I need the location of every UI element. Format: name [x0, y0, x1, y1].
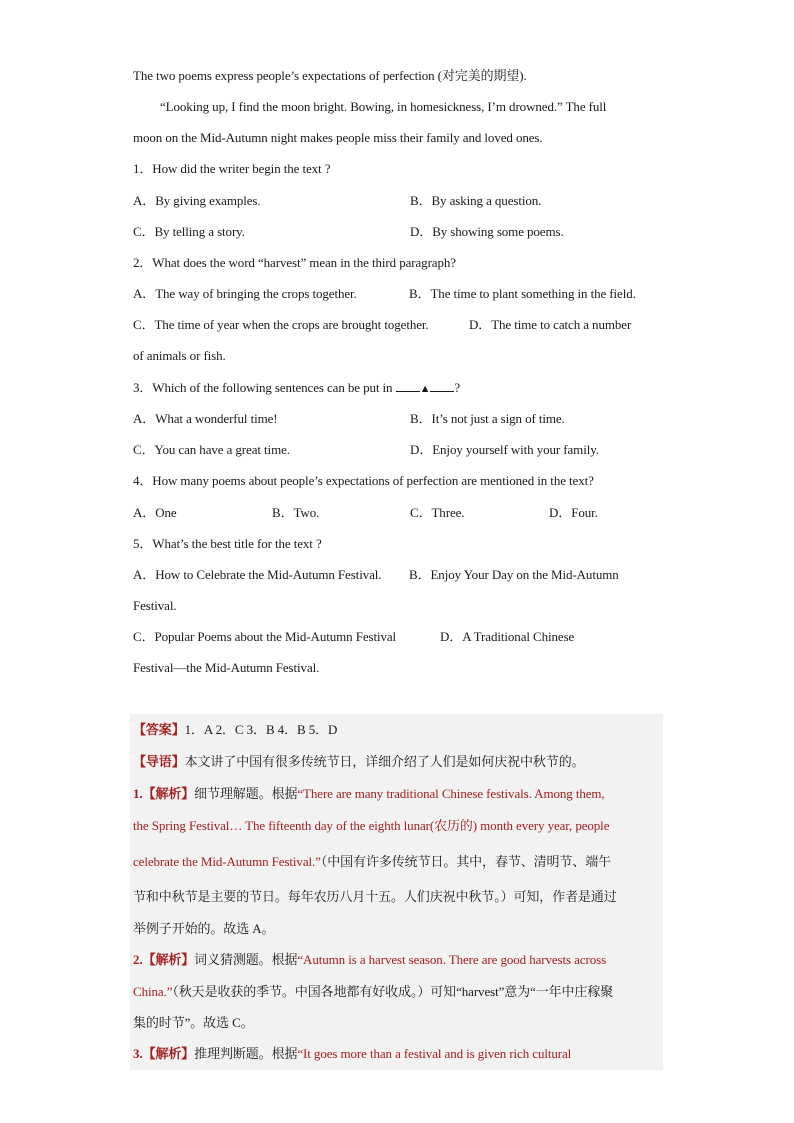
explanation-3-tag: 【解析】 [142, 1046, 195, 1061]
explanation-1-intro: 细节理解题。根据 [194, 786, 298, 801]
question-5-stem: 5．What’s the best title for the text ? [133, 536, 322, 551]
explanation-2-tag: 【解析】 [142, 952, 195, 967]
answer-line [133, 722, 337, 738]
question-3-stem [133, 380, 460, 397]
explanation-2-quote-end: China.” [133, 984, 173, 999]
question-1-option-a: A．By giving examples. [133, 193, 261, 208]
question-4-option-b: B．Two. [272, 505, 320, 520]
explanation-2-translation: （秋天是收获的季节。中国各地都有好收成。）可知“harvest”意为“一年中庄稼聚 [172, 984, 614, 999]
question-3-option-d: D．Enjoy yourself with your family. [410, 442, 599, 457]
question-2-stem: 2．What does the word “harvest” mean in the third paragraph? [133, 255, 456, 270]
question-4-stem: 4．How many poems about people’s expectations of perfection are mentioned in the text? [133, 473, 594, 488]
explanation-2-line-3: 集的时节”。故选 C。 [133, 1015, 254, 1030]
explanation-1-translation: （中国有许多传统节日。其中，春节、清明节、端午 [320, 854, 612, 869]
blank-line [430, 380, 454, 392]
explanation-2-line-1 [133, 952, 606, 968]
guide-text: 本文讲了中国有很多传统节日，详细介绍了人们是如何庆祝中秋节的。 [184, 754, 585, 769]
passage-line-2: “Looking up, I find the moon bright. Bowing, in homesickness, I’m drowned.” The full [160, 99, 607, 114]
explanation-1-line-4: 节和中秋节是主要的节日。每年农历八月十五。人们庆祝中秋节。）可知，作者是通过 [133, 889, 617, 904]
question-3-option-b: B．It’s not just a sign of time. [410, 411, 565, 426]
explanation-1-line-3 [133, 854, 611, 870]
question-1-option-b: B．By asking a question. [410, 193, 542, 208]
explanation-1-line-5: 举例子开始的。故选 A。 [133, 921, 275, 936]
guide-tag: 【导语】 [133, 754, 185, 769]
question-1-option-d: D．By showing some poems. [410, 224, 564, 239]
explanation-1-line-2: the Spring Festival… The fifteenth day of the eighth lunar(农历的) month every year, people [133, 818, 610, 833]
explanation-2-quote: “Autumn is a harvest season. There are good harvests across [297, 952, 607, 967]
blank-line [396, 380, 420, 392]
question-5-option-c: C．Popular Poems about the Mid-Autumn Festival [133, 629, 397, 644]
triangle-marker: ▲ [419, 383, 431, 395]
question-5-option-d: D．A Traditional Chinese [440, 629, 575, 644]
explanation-3-quote: “It goes more than a festival and is given rich cultural [297, 1046, 572, 1061]
question-1-option-c: C．By telling a story. [133, 224, 245, 239]
explanation-1-quote-end: celebrate the Mid-Autumn Festival.” [133, 854, 321, 869]
question-4-option-a: A．One [133, 505, 177, 520]
question-2-option-d: D．The time to catch a number [469, 317, 632, 332]
guide-line [133, 754, 585, 770]
question-3-stem-end: ? [454, 380, 461, 395]
explanation-1-line-1 [133, 786, 605, 802]
question-3-option-c: C．You can have a great time. [133, 442, 290, 457]
question-3-option-a: A．What a wonderful time! [133, 411, 278, 426]
explanation-2-line-2 [133, 984, 613, 1000]
question-2-option-c: C．The time of year when the crops are brought together. [133, 317, 429, 332]
explanation-2-intro: 词义猜测题。根据 [194, 952, 298, 967]
answer-tag: 【答案】 [133, 722, 185, 737]
explanation-1-tag: 【解析】 [142, 786, 195, 801]
explanation-2-number: 2. [133, 952, 143, 967]
question-2-option-b: B．The time to plant something in the field. [409, 286, 636, 301]
explanation-1-quote: “There are many traditional Chinese festivals. Among them, [297, 786, 605, 801]
explanation-1-number: 1. [133, 786, 143, 801]
question-3-stem-text: 3．Which of the following sentences can be put in [133, 380, 393, 395]
passage-line-3: moon on the Mid-Autumn night makes people miss their family and loved ones. [133, 130, 543, 145]
question-5-option-b: B．Enjoy Your Day on the Mid-Autumn [409, 567, 619, 582]
explanation-3-intro: 推理判断题。根据 [194, 1046, 298, 1061]
explanation-3-number: 3. [133, 1046, 143, 1061]
question-5-option-b-cont: Festival. [133, 598, 177, 613]
question-1-stem: 1．How did the writer begin the text ? [133, 161, 331, 176]
question-4-option-c: C．Three. [410, 505, 465, 520]
question-2-option-d-cont: of animals or fish. [133, 348, 226, 363]
passage-line-1: The two poems express people’s expectations of perfection (对完美的期望). [133, 68, 527, 83]
question-2-option-a: A．The way of bringing the crops together. [133, 286, 357, 301]
answer-key: 1．A 2．C 3．B 4．B 5．D [184, 722, 338, 737]
question-5-option-a: A．How to Celebrate the Mid-Autumn Festival. [133, 567, 382, 582]
explanation-3-line-1 [133, 1046, 571, 1062]
question-5-option-d-cont: Festival—the Mid-Autumn Festival. [133, 660, 320, 675]
question-4-option-d: D．Four. [549, 505, 598, 520]
